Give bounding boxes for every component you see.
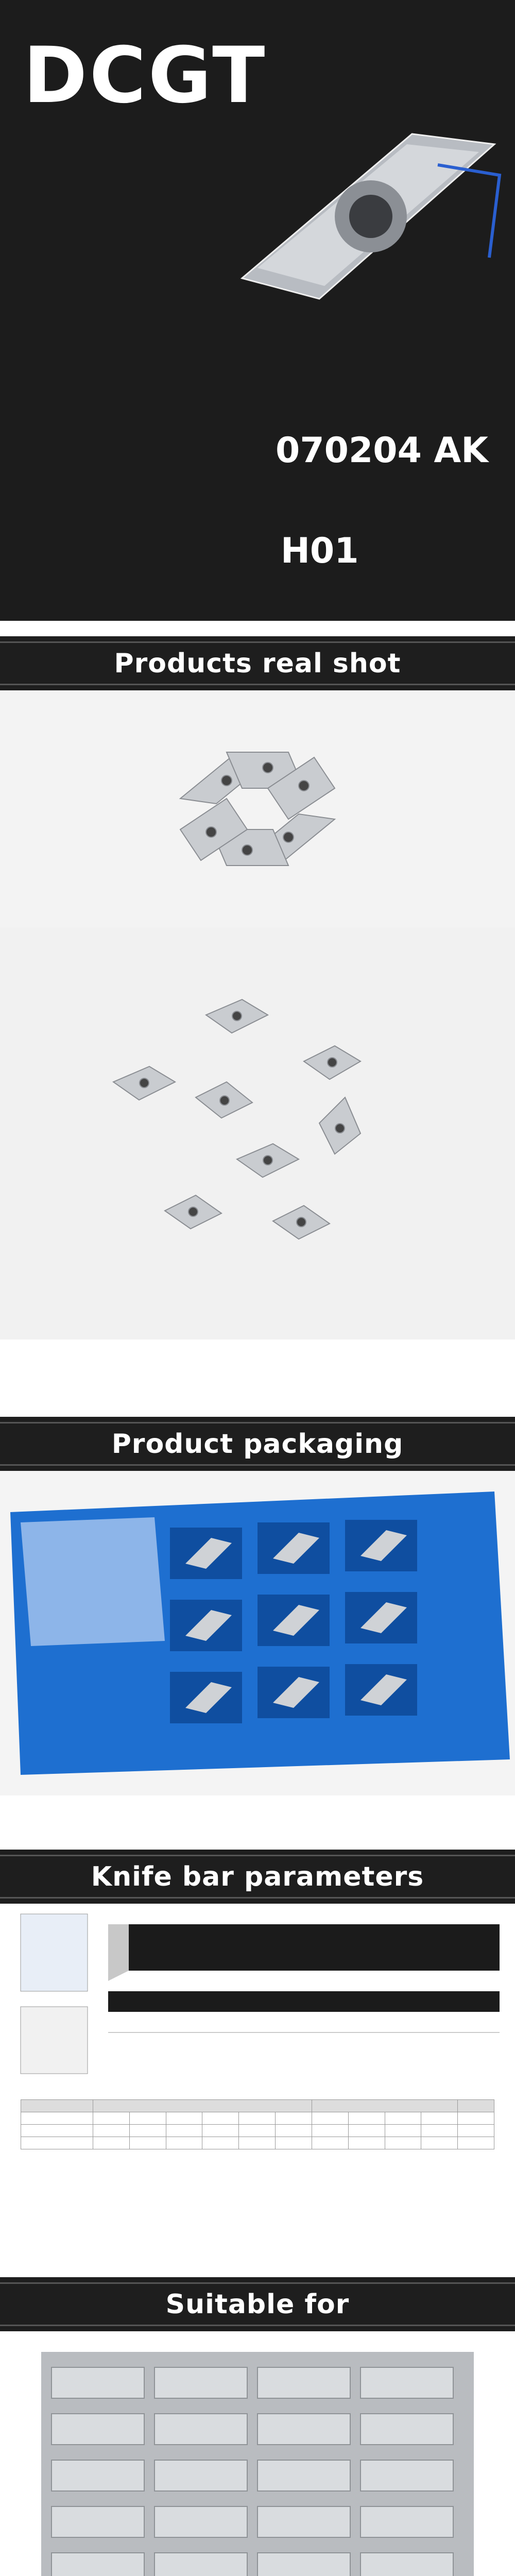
knife-bar-spec-table [0, 2089, 515, 2236]
knife-bar-diagram [0, 1904, 515, 2089]
hero-grade: H01 [281, 531, 359, 571]
real-shot-photo-1 [0, 690, 515, 927]
real-shot-photo-2 [0, 927, 515, 1340]
section-banner-real-shot: Products real shot [0, 636, 515, 690]
packaging-photo [0, 1471, 515, 1795]
insert-hero-image [221, 103, 510, 319]
section-banner-suitable: Suitable for [0, 2277, 515, 2331]
suitable-photo [0, 2331, 515, 2576]
hero-title: DCGT [23, 31, 267, 121]
hero-section [0, 0, 515, 621]
hero-model: 070204 AK [276, 430, 488, 471]
section-banner-packaging: Product packaging [0, 1417, 515, 1471]
section-banner-knife-bar: Knife bar parameters [0, 1850, 515, 1904]
